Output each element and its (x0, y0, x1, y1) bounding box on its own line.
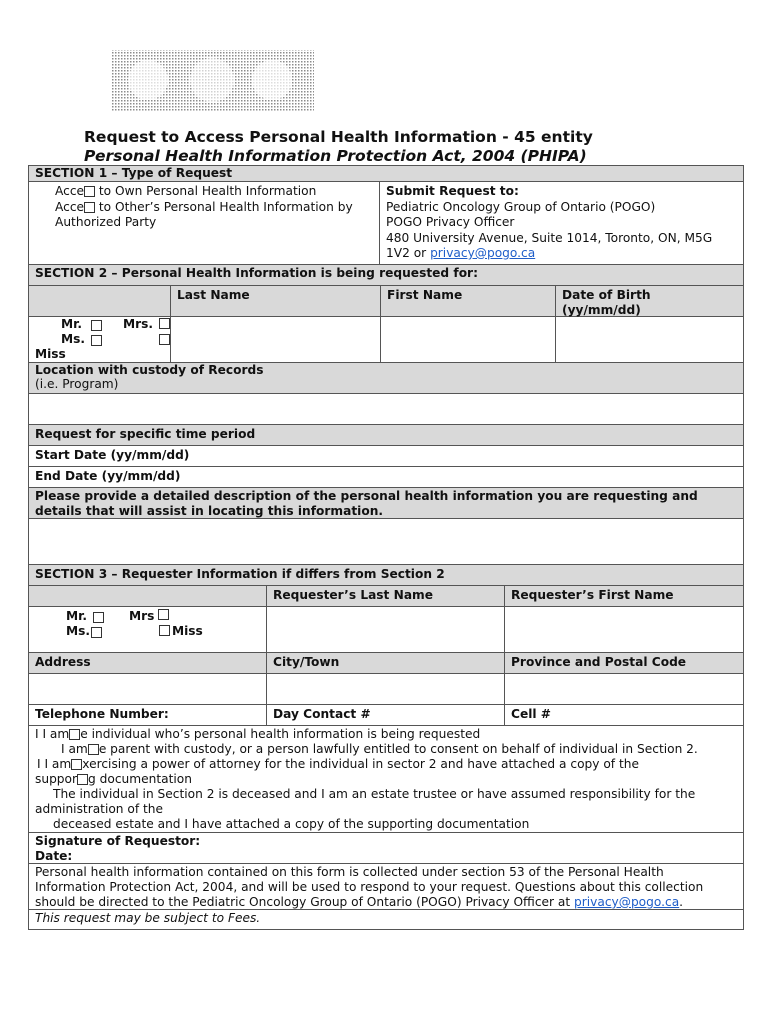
signature-row[interactable]: Signature of Requestor: Date: (29, 833, 743, 864)
privacy-notice: Personal health information contained on this form is collected under section 53 of the Personal Health Information Protection Act, 2004, and will be used to respond to your request. Questions about this collection should be directed to the Pediatric Oncology Group of Ontario (POGO) Privacy Officer at privacy@pogo.ca. (29, 864, 743, 910)
section1-body (29, 182, 743, 265)
form-title (84, 128, 593, 166)
section2-column-headers: Last Name First Name Date of Birth (yy/mm/dd) (29, 286, 743, 317)
section3-header: SECTION 3 – Requester Information if differs from Section 2 (29, 565, 743, 586)
ms-checkbox[interactable] (91, 335, 102, 346)
address-fields (29, 674, 743, 705)
declaration-poa-checkbox[interactable] (71, 759, 82, 770)
mrs-checkbox[interactable] (159, 318, 170, 329)
declaration-self-checkbox[interactable] (69, 729, 80, 740)
description-field[interactable] (29, 519, 743, 565)
end-date-field[interactable]: End Date (yy/mm/dd) (29, 467, 743, 488)
req-mr-checkbox[interactable] (93, 612, 104, 623)
declaration-self: I I am e individual who’s personal health information is being requested (35, 727, 481, 741)
declaration-supporting-checkbox[interactable] (77, 774, 88, 785)
miss-checkbox[interactable] (159, 334, 170, 345)
privacy-email-link[interactable]: privacy@pogo.ca (430, 246, 536, 260)
telephone-field[interactable]: Telephone Number: (35, 707, 169, 721)
submit-to-block: Submit Request to: Pediatric Oncology Group of Ontario (POGO) POGO Privacy Officer 480 University Avenue, Suite 1014, Toronto, ON, M5G 1V2 or privacy@pogo.ca (379, 182, 743, 264)
last-name-field[interactable] (170, 317, 380, 362)
declaration-poa: I I am xercising a power of attorney for the individual in sector 2 and have attached a copy of the (37, 757, 639, 771)
requester-first-name-field[interactable] (504, 607, 743, 652)
dob-field[interactable] (555, 317, 743, 362)
salutation-options: Mr. Mrs. Ms. Miss (29, 317, 170, 362)
title-line-1: Request to Access Personal Health Information - 45 entity (84, 128, 593, 146)
address-headers: Address City/Town Province and Postal Code (29, 653, 743, 674)
requester-name-row (29, 607, 743, 653)
section3-column-headers: Requester’s Last Name Requester’s First Name (29, 586, 743, 607)
period-label-row: Request for specific time period (29, 425, 743, 446)
requester-salutation-options: Mr. Mrs Ms. Miss (66, 609, 203, 638)
req-ms-checkbox[interactable] (91, 627, 102, 638)
section1-header: SECTION 1 – Type of Request (29, 166, 743, 182)
declaration-supporting: suppor g documentation (35, 772, 192, 786)
request-form (28, 165, 744, 930)
req-mrs-checkbox[interactable] (158, 609, 169, 620)
own-info-checkbox[interactable] (84, 186, 95, 197)
province-field[interactable] (504, 674, 743, 704)
declaration-parent-checkbox[interactable] (88, 744, 99, 755)
location-field[interactable] (29, 394, 743, 425)
mr-checkbox[interactable] (91, 320, 102, 331)
city-field[interactable] (266, 674, 504, 704)
requester-last-name-field[interactable] (266, 607, 504, 652)
fees-note: This request may be subject to Fees. (29, 910, 743, 930)
location-label-row: Location with custody of Records (i.e. Program) (29, 363, 743, 394)
first-name-field[interactable] (380, 317, 555, 362)
title-line-2: Personal Health Information Protection Act, 2004 (PHIPA) (84, 147, 587, 165)
cell-field[interactable]: Cell # (504, 705, 743, 725)
start-date-field[interactable]: Start Date (yy/mm/dd) (29, 446, 743, 467)
section2-header: SECTION 2 – Personal Health Information is being requested for: (29, 265, 743, 286)
declaration-block: I I am e individual who’s personal health information is being requested I am e parent with custody, or a person lawfully entitled to consent on behalf of individual in Section 2. I I am xercising a power of attorney for the individual in sector 2 and have attached a copy of the suppor g documentation The individual in Section 2 is deceased and I am an estate trustee or have assumed responsibility for the administration of the deceased estate and I have attached a copy of the supporting documentation (29, 726, 743, 833)
description-label-row: Please provide a detailed description of the personal health information you are requesting and details that will assist in locating this information. (29, 488, 743, 519)
notice-email-link[interactable]: privacy@pogo.ca (574, 895, 680, 909)
req-miss-checkbox[interactable] (159, 625, 170, 636)
address-field[interactable] (29, 674, 266, 704)
declaration-parent: I am e parent with custody, or a person lawfully entitled to consent on behalf of individual in Section 2. (61, 742, 698, 756)
day-contact-field[interactable]: Day Contact # (266, 705, 504, 725)
patient-name-row (29, 317, 743, 363)
other-info-checkbox[interactable] (84, 202, 95, 213)
contact-row (29, 705, 743, 726)
pogo-logo-icon (112, 46, 314, 116)
request-type-options: Acce to Own Personal Health Information Acce to Other’s Personal Health Information by Authorized Party (55, 184, 353, 229)
